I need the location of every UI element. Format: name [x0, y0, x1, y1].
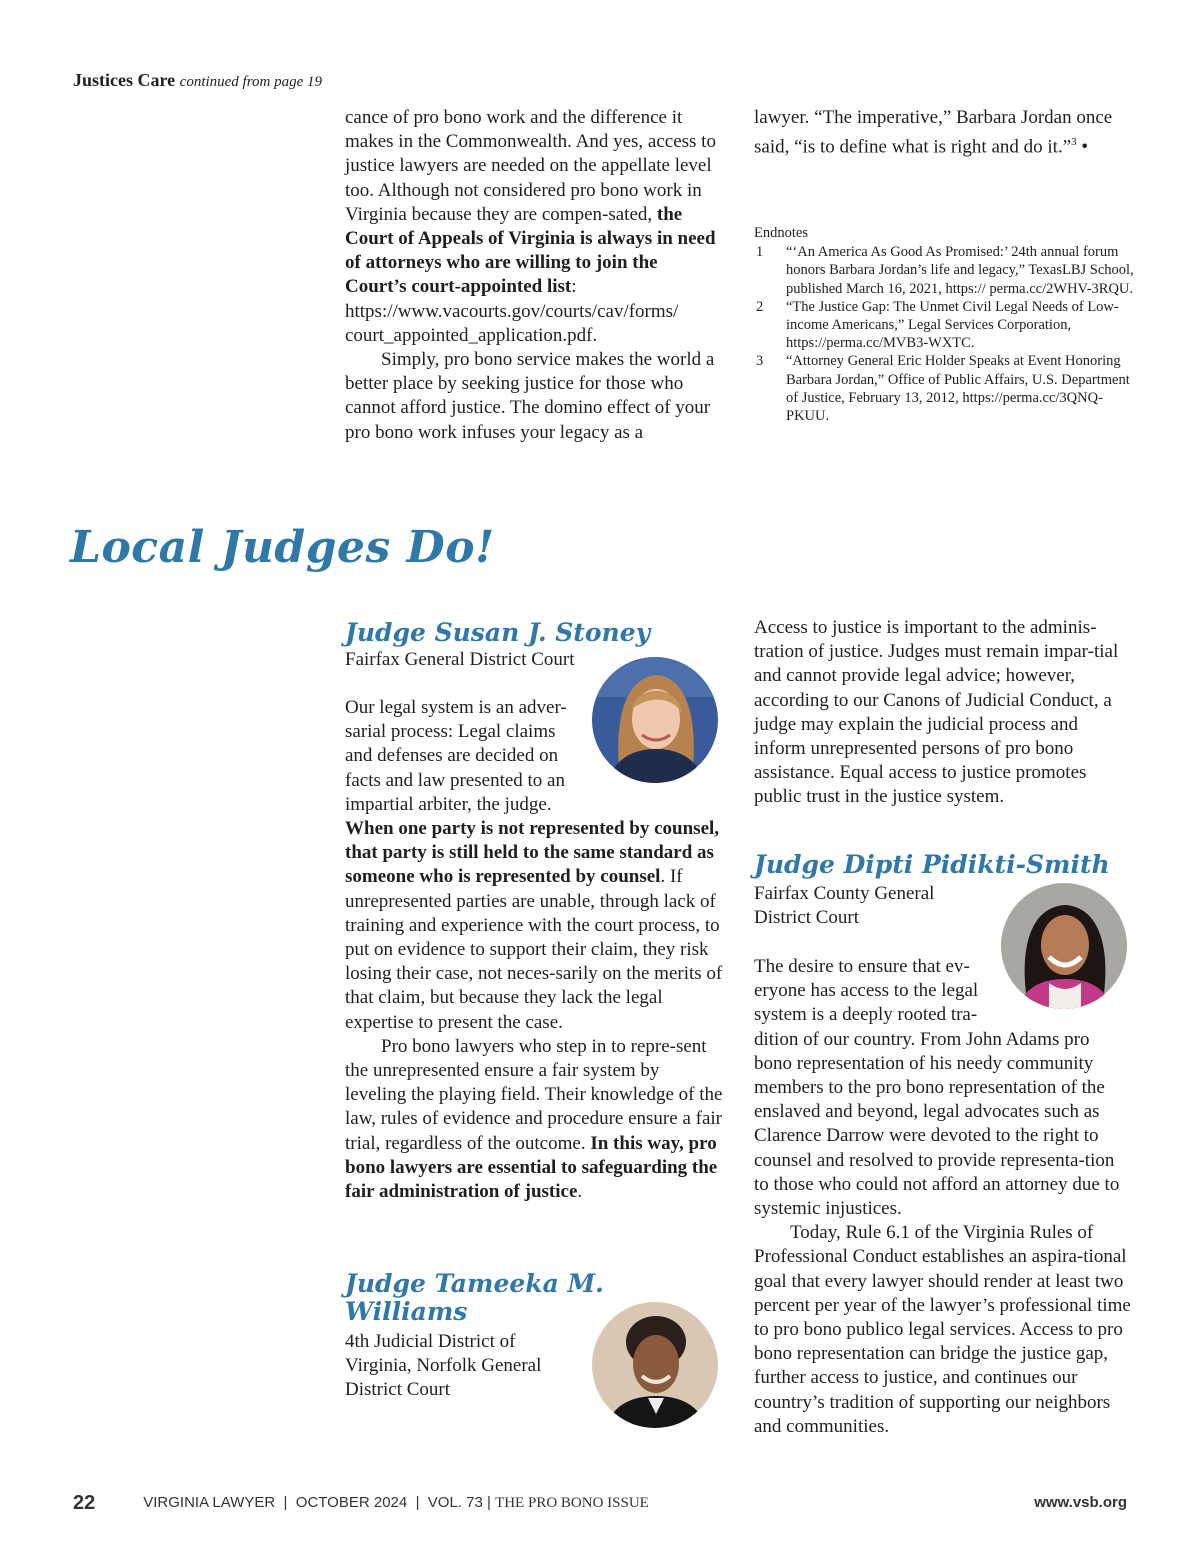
judge-stoney-statement-continued	[754, 616, 1132, 810]
endnotes	[754, 224, 1134, 425]
judge-pidikti-smith-statement	[754, 955, 1132, 1439]
paragraph: Pro bono lawyers who step in to repre-sent the unrepresented ensure a fair system by leveling the playing field. Their knowledge of the law, rules of evidence and procedure ensure a fair trial, regardless of the outcome. In this way, pro bono lawyers are essential to safeguarding the fair administration of justice.	[345, 1035, 723, 1203]
photo-wrap-space	[984, 955, 1132, 1027]
paragraph: lawyer. “The imperative,” Barbara Jordan once said, “is to define what is right and do it.”$^3$ •	[754, 107, 1113, 158]
judge-court-stoney: Fairfax General District Court	[345, 649, 575, 670]
running-head-title: Justices Care	[73, 70, 176, 90]
paragraph: cance of pro bono work and the difference it makes in the Commonwealth. And yes, access to justice lawyers are needed on the appellate level too. Although not considered pro bono work in Virginia because they are compen-sated, the Court of Appeals of Virginia is always in need of attorneys who are willing to join the Court’s court-appointed list: https://www.vacourts.gov/courts/cav/forms/ court_appointed_application.pdf.	[345, 107, 716, 346]
paragraph: Access to justice is important to the adminis-tration of justice. Judges must remain impar-tial and cannot provide legal advice; however, according to our Canons of Judicial Conduct, a judge may explain the judicial process and inform unrepresented persons of pro bono assistance. Equal access to justice promotes public trust in the justice system.	[754, 617, 1119, 808]
judge-court-pidikti-smith: Fairfax County General District Court	[754, 883, 935, 928]
section-title: Local Judges Do!	[70, 522, 495, 573]
endnote-item: 3 “Attorney General Eric Holder Speaks at Event Honoring Barbara Jordan,” Office of Public Affairs, U.S. Department of Justice, February 13, 2012, https://perma.cc/3QNQ-PKUU.	[756, 353, 1130, 425]
judge-name-stoney: Judge Susan J. Stoney	[345, 618, 651, 647]
endnotes-heading: Endnotes	[754, 225, 808, 241]
judge-name-williams: Judge Tameeka M. Williams	[345, 1269, 604, 1326]
photo-wrap-space	[579, 696, 723, 794]
judge-name-pidikti-smith: Judge Dipti Pidikti-Smith	[754, 850, 1110, 879]
footer-left	[73, 1492, 649, 1515]
page-number: 22	[73, 1492, 96, 1514]
endnote-item: 2 “The Justice Gap: The Unmet Civil Legal Needs of Low-income Americans,” Legal Services Corporation, https://perma.cc/MVB3-WXTC.	[756, 298, 1119, 352]
article-continuation-left	[345, 106, 723, 445]
magazine-info: VIRGINIA LAWYER | OCTOBER 2024 | VOL. 73 |	[143, 1494, 496, 1511]
judge-williams-photo	[592, 1302, 718, 1428]
paragraph: Today, Rule 6.1 of the Virginia Rules of Professional Conduct establishes an aspira-tional goal that every lawyer should render at least two percent per year of the lawyer’s professional time to pro bono publico legal services. Access to pro bono representation can bridge the justice gap, further access to justice, and continues our country’s tradition of supporting our neighbors and communities.	[754, 1222, 1131, 1437]
running-head	[73, 70, 322, 91]
footer-website: www.vsb.org	[1034, 1494, 1127, 1511]
running-head-continued: continued from page 19	[179, 74, 322, 90]
endnote-item: 1 “‘An America As Good As Promised:’ 24th annual forum honors Barbara Jordan’s life and legacy,” TexasLBJ School, published March 16, 2021, https:// perma.cc/2WHV-3RQU.	[756, 244, 1134, 297]
paragraph: The desire to ensure that ev-eryone has access to the legal system is a deeply rooted tra-dition of our country. From John Adams pro bono representation of his needy community members to the pro bono representation of the enslaved and beyond, legal advocates such as Clarence Darrow were devoted to the right to counsel and resolved to provide representa-tion to those who could not afford an attorney due to systemic injustices.	[754, 956, 1120, 1220]
article-continuation-right	[754, 106, 1134, 160]
paragraph: Our legal system is an adver-sarial process: Legal claims and defenses are decided on facts and law presented to an impartial arbiter, the judge. When one party is not represented by counsel, that party is still held to the same standard as someone who is represented by counsel. If unrepresented parties are unable, through lack of training and experience with the court process, to put on evidence to support their claim, they risk losing their case, not neces-sarily on the merits of that claim, but because they lack the legal expertise to present the case.	[345, 697, 723, 1033]
judge-court-williams: 4th Judicial District of Virginia, Norfolk General District Court	[345, 1331, 542, 1400]
paragraph: Simply, pro bono service makes the world a better place by seeking justice for those who cannot afford justice. The domino effect of your pro bono work infuses your legacy as a	[345, 349, 715, 443]
issue-title: THE PRO BONO ISSUE	[495, 1495, 649, 1511]
judge-stoney-statement	[345, 696, 723, 1204]
